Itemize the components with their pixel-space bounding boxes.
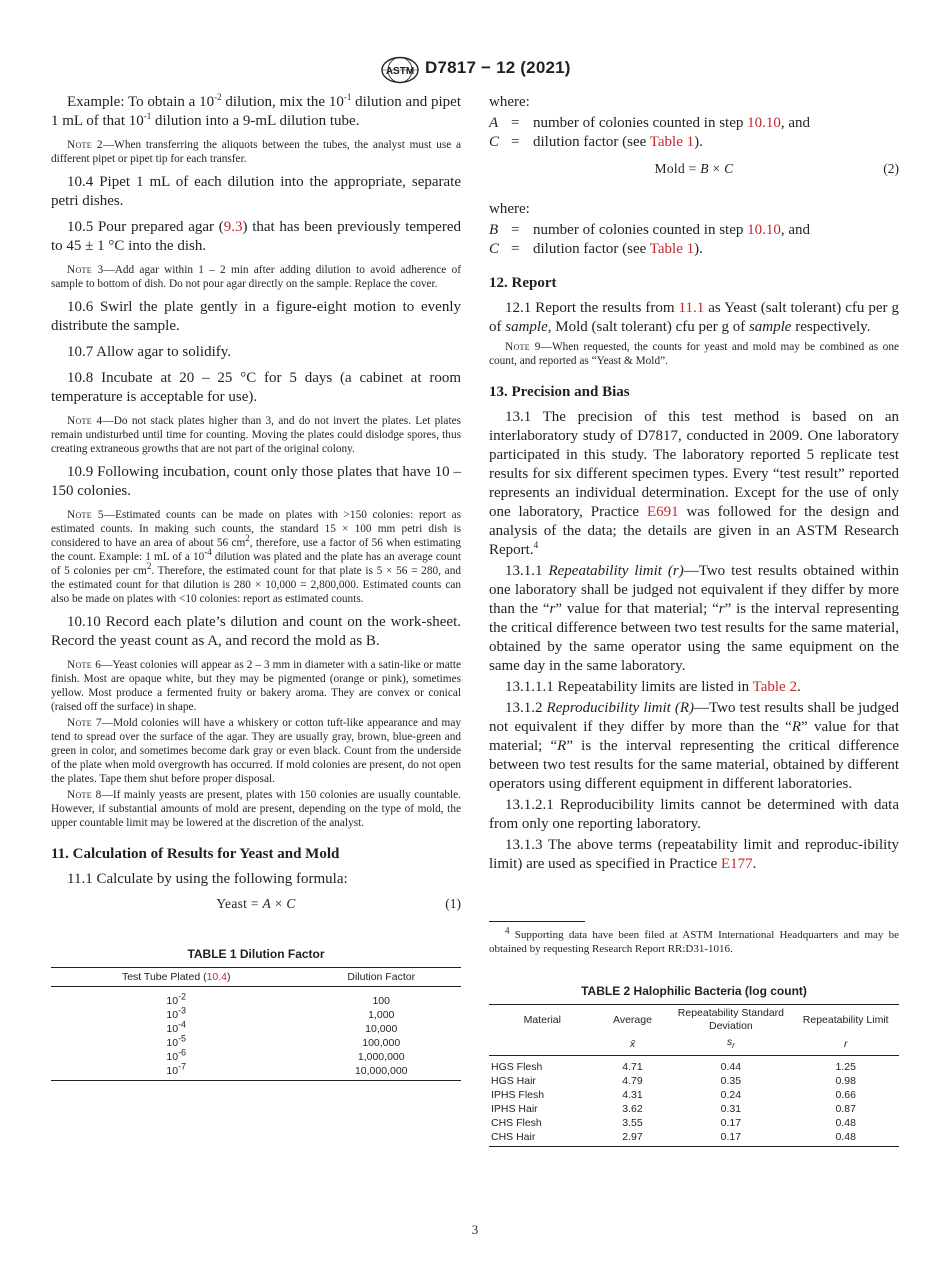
table-row: CHS Flesh 3.55 0.17 0.48 xyxy=(491,1117,856,1130)
definition-c: C = dilution factor (see Table 1). xyxy=(489,241,703,257)
link-9-3[interactable]: 9.3 xyxy=(223,219,243,235)
table-row: $10^{-5}$ 100,000 xyxy=(166,1033,401,1049)
equation-1: Yeast = A × C (1) xyxy=(216,896,461,911)
note-3: Note 3—Add agar within 1 – 2 min after adding dilution to avoid adherence of sample to bottom of dish. Do not pour agar directly on the sample. Replace the cover. xyxy=(51,264,461,290)
section-10-8: 10.8 Incubate at 20 – 25 °C for 5 days (a cabinet at room temperature is acceptable for use). xyxy=(51,370,461,405)
table-1-dilution-factor xyxy=(51,967,461,1081)
note-8: Note 8—If mainly yeasts are present, plates with 150 colonies are usually countable. However, if substantial amounts of mold are present, depending on the type of mold, the upper countable limit may be lowered at the discretion of the analyst. xyxy=(51,789,461,829)
symbol-xbar: x̄ xyxy=(596,1035,670,1056)
footnote-4: $^4$ Supporting data have been filed at ASTM International Headquarters and may be obtained by requesting Research Report RR:D31-1016. xyxy=(489,925,899,955)
section-13-heading: 13. Precision and Bias xyxy=(489,384,630,400)
note-7: Note 7—Mold colonies will have a whiskery or cotton tuft-like appearance and may tend to spread over the surface of the agar. They are usually gray, brown, blue-green and green in color, and sometimes become dark gray or even black. Count from the underside of the plate when mold overgrowth has occurred. If mold colonies are present, do not open the plates. Tape them shut before proper disposal. xyxy=(51,717,461,785)
table-2-header-material: Material xyxy=(489,1005,596,1036)
table-row: $10^{-6}$ 1,000,000 xyxy=(166,1047,405,1063)
table-row: HGS Hair 4.79 0.35 0.98 xyxy=(491,1075,856,1088)
note-6: Note 6—Yeast colonies will appear as 2 – 3 mm in diameter with a satin-like or matte finish. Most are opaque white, but they may be pigmented (orange or pink), sometimes yellow. Most produce a fermented fruity or bakery aroma. They are convex or conical (raised off the surface) in shape. xyxy=(51,659,462,713)
section-10-4: 10.4 Pipet 1 mL of each dilution into the appropriate, separate petri dishes. xyxy=(51,174,461,209)
section-11-1: 11.1 Calculate by using the following formula: xyxy=(67,871,348,887)
standard-designation: D7817 − 12 (2021) xyxy=(425,58,571,77)
where-label: where: xyxy=(489,201,530,217)
section-13-1-2-1: 13.1.2.1 Reproducibility limits cannot be determined with data from only one reporting laboratory. xyxy=(489,797,899,832)
table-2-halophilic-bacteria xyxy=(489,1004,899,1147)
section-13-1-2: 13.1.2 Reproducibility limit (R)—Two test results shall be judged not equivalent if they differ by more than the “R” value for that material; “R” is the interval representing the critical difference between two test results for the same material, obtained by different operators using different equipment in different laboratories. xyxy=(489,700,899,792)
section-13-1-1: 13.1.1 Repeatability limit (r)—Two test results obtained within one laboratory shall be judged not equivalent if they differ by more than the “r” value for that material; “r” is the interval representing the critical difference between two test results for the same material, obtained by the same operator using the same equipment on the same day in the same laboratory. xyxy=(489,563,900,674)
table-row: $10^{-7}$ 10,000,000 xyxy=(51,1064,461,1081)
definition-c: C = dilution factor (see Table 1). xyxy=(489,134,703,150)
link-e691[interactable]: E691 xyxy=(646,504,679,520)
link-e177[interactable]: E177 xyxy=(721,856,753,872)
table-row: CHS Hair 2.97 0.17 0.48 xyxy=(489,1130,899,1147)
right-column xyxy=(489,93,899,1147)
section-10-9: 10.9 Following incubation, count only those plates that have 10 – 150 colonies. xyxy=(51,464,461,499)
table-2-title: TABLE 2 Halophilic Bacteria (log count) xyxy=(581,984,807,998)
table-2-header-limit: Repeatability Limit xyxy=(792,1005,899,1036)
link-table-1[interactable]: Table 1 xyxy=(649,134,695,150)
section-11-heading: 11. Calculation of Results for Yeast and Mold xyxy=(51,846,340,862)
link-10-10[interactable]: 10.10 xyxy=(747,115,781,131)
symbol-sr: $s_r$ xyxy=(669,1035,792,1056)
section-10-5: 10.5 Pour prepared agar (9.3) that has been previously tempered to 45 ± 1 °C into the dish. xyxy=(51,219,461,254)
definition-b: B = number of colonies counted in step 10.10, and xyxy=(489,222,811,238)
table-2-header-average: Average xyxy=(596,1005,670,1036)
svg-text:ASTM: ASTM xyxy=(385,66,415,77)
link-10-10[interactable]: 10.10 xyxy=(747,222,781,238)
page-header xyxy=(0,56,950,86)
note-4: Note 4—Do not stack plates higher than 3, and do not invert the plates. Let plates remain undisturbed until time for counting. Moving the plates could dislodge spores, thus creating extraneous growths that are not part of the original colony. xyxy=(51,415,461,455)
section-13-1: 13.1 The precision of this test method is based on an interlaboratory study of D7817, conducted in 2009. One laboratory participated in this study. The laboratory reported 5 replicate test results for six different specimen types. Every “test result” reported represents an individual determination. Except for the use of only one laboratory, Practice E691 was followed for the design and analysis of the data; the details are given in an ASTM Research Report.$^4$ xyxy=(489,409,899,558)
left-column xyxy=(51,93,461,1081)
definition-a: A = number of colonies counted in step 10.10, and xyxy=(489,115,811,131)
table-1-title: TABLE 1 Dilution Factor xyxy=(187,947,325,961)
table-row: $10^{-4}$ 10,000 xyxy=(166,1019,398,1035)
footnote-rule xyxy=(489,921,585,922)
note-2: Note 2—When transferring the aliquots between the tubes, the analyst must use a different pipet or pipet tip for each transfer. xyxy=(51,139,461,165)
table-row: IPHS Hair 3.62 0.31 0.87 xyxy=(491,1103,856,1116)
example-paragraph: Example: To obtain a $10^{-2}$ dilution, mix the $10^{-1}$ dilution and pipet 1 mL of that $10^{-1}$ dilution into a 9-mL dilution tube. xyxy=(51,92,461,129)
section-13-1-1-1: 13.1.1.1 Repeatability limits are listed in Table 2. xyxy=(505,679,801,695)
table-row: IPHS Flesh 4.31 0.24 0.66 xyxy=(491,1089,856,1102)
section-10-7: 10.7 Allow agar to solidify. xyxy=(67,344,232,360)
where-label: where: xyxy=(489,94,530,110)
section-12-1: 12.1 Report the results from 11.1 as Yeast (salt tolerant) cfu per g of sample, Mold (salt tolerant) cfu per g of sample respectively. xyxy=(489,300,899,335)
note-5: Note 5—Estimated counts can be made on plates with >150 colonies: report as estimated counts. In making such counts, the standard 15 × 100 mm petri dish is considered to have an area of about 56 $cm^2$, therefore, use a factor of 56 when estimating the count. Example: 1 mL of a $10^{-4}$ dilution was plated and the plate has an average count of 5 colonies per $cm^2$. Therefore, the estimated count for that plate is 5 × 56 = 280, and the estimated count for that dilution is 280 × 10,000 = 2,800,000. Estimated counts can also be made on plates with <10 colonies: report as estimated counts. xyxy=(51,509,461,605)
section-10-10: 10.10 Record each plate’s dilution and count on the work-sheet. Record the yeast count as A, and record the mold as B. xyxy=(51,614,461,649)
note-9: Note 9—When requested, the counts for yeast and mold may be combined as one count, and reported as “Yeast & Mold”. xyxy=(489,341,899,367)
astm-logo-icon xyxy=(380,56,420,84)
table-row: $10^{-2}$ 100 xyxy=(166,991,390,1007)
section-10-6: 10.6 Swirl the plate gently in a figure-eight motion to evenly distribute the sample. xyxy=(51,299,461,334)
equation-number: (1) xyxy=(445,896,461,911)
link-table-1[interactable]: Table 1 xyxy=(649,241,695,257)
link-10-4[interactable]: 10.4 xyxy=(206,971,228,983)
table-2-header-std-dev: Repeatability Standard Deviation xyxy=(669,1005,792,1036)
link-11-1[interactable]: 11.1 xyxy=(678,300,705,316)
equation-2: Mold = B × C (2) xyxy=(654,161,899,176)
equation-number: (2) xyxy=(883,161,899,176)
symbol-r: r xyxy=(792,1035,899,1056)
table-row: $10^{-3}$ 1,000 xyxy=(166,1005,395,1021)
table-row: HGS Flesh 4.71 0.44 1.25 xyxy=(491,1061,856,1074)
link-table-2[interactable]: Table 2 xyxy=(752,679,797,695)
page-number: 3 xyxy=(471,1222,479,1237)
table-1-header-factor: Dilution Factor xyxy=(301,968,461,987)
section-13-1-3: 13.1.3 The above terms (repeatability limit and reproduc-ibility limit) are used as specified in Practice E177. xyxy=(489,837,899,872)
table-1-header-tube: Test Tube Plated (10.4) xyxy=(51,968,301,987)
section-12-heading: 12. Report xyxy=(489,275,557,291)
